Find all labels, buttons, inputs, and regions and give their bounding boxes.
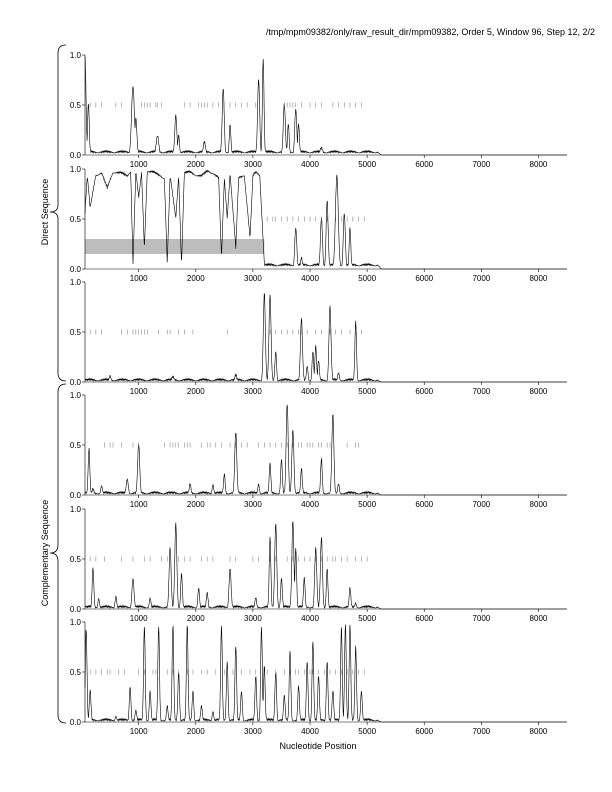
x-tick-label: 3000	[244, 160, 262, 169]
x-tick-label: 5000	[358, 160, 377, 169]
x-tick-label: 7000	[472, 727, 491, 736]
x-tick-label: 8000	[529, 614, 548, 623]
group-bracket-direct	[50, 45, 66, 381]
x-tick-label: 1000	[129, 387, 148, 396]
x-tick-label: 6000	[415, 500, 434, 509]
y-tick-label: 0.5	[69, 328, 81, 337]
y-tick-label: 0.0	[69, 151, 81, 160]
x-tick-label: 4000	[301, 614, 319, 623]
y-tick-label: 1.0	[69, 278, 81, 287]
x-tick-label: 7000	[472, 274, 491, 283]
chart-panel-3	[70, 278, 567, 396]
x-tick-label: 5000	[358, 387, 377, 396]
y-tick-label: 0.5	[69, 101, 81, 110]
x-tick-label: 3000	[244, 274, 262, 283]
chart-panel-2	[70, 165, 567, 283]
y-tick-label: 1.0	[69, 165, 81, 174]
y-tick-label: 0.0	[69, 718, 81, 727]
x-tick-label: 8000	[529, 727, 548, 736]
x-tick-label: 4000	[301, 727, 319, 736]
chart-panel-6	[70, 618, 567, 736]
y-tick-label: 1.0	[69, 391, 81, 400]
x-tick-label: 3000	[244, 727, 262, 736]
x-tick-label: 6000	[415, 727, 434, 736]
series-line	[85, 405, 567, 495]
x-tick-label: 7000	[472, 160, 491, 169]
x-tick-label: 2000	[186, 727, 205, 736]
x-tick-label: 2000	[186, 614, 205, 623]
x-tick-label: 3000	[244, 387, 262, 396]
y-tick-label: 0.0	[69, 265, 81, 274]
x-tick-label: 1000	[129, 727, 148, 736]
x-tick-label: 8000	[529, 500, 548, 509]
y-tick-label: 0.0	[69, 378, 81, 387]
x-tick-label: 2000	[186, 160, 205, 169]
chart-panel-1	[70, 51, 567, 169]
x-tick-label: 2000	[186, 274, 205, 283]
y-tick-label: 1.0	[69, 618, 81, 627]
group-bracket-complementary	[50, 384, 66, 723]
x-tick-label: 1000	[129, 274, 148, 283]
x-tick-label: 2000	[186, 500, 205, 509]
highlight-band	[85, 239, 264, 254]
series-line	[85, 625, 567, 723]
group-label-direct-sequence: Direct Sequence	[40, 178, 50, 246]
x-tick-label: 8000	[529, 274, 548, 283]
x-tick-label: 4000	[301, 160, 319, 169]
y-tick-label: 1.0	[69, 505, 81, 514]
group-label-complementary-sequence: Complementary Sequence	[40, 499, 50, 607]
chart-panel-5	[70, 505, 567, 623]
x-tick-label: 4000	[301, 274, 319, 283]
x-tick-label: 5000	[358, 500, 377, 509]
series-line	[85, 522, 567, 609]
y-tick-label: 0.5	[69, 441, 81, 450]
x-tick-label: 7000	[472, 387, 491, 396]
chart-panels	[70, 51, 567, 736]
header-path-text: /tmp/mpm09382/only/raw_result_dir/mpm09382, Order 5, Window 96, Step 12, 2/2	[265, 27, 595, 37]
x-tick-label: 1000	[129, 500, 148, 509]
x-tick-label: 5000	[358, 614, 377, 623]
y-tick-label: 0.5	[69, 668, 81, 677]
x-tick-label: 6000	[415, 614, 434, 623]
x-tick-label: 1000	[129, 160, 148, 169]
x-tick-label: 5000	[358, 727, 377, 736]
x-tick-label: 8000	[529, 387, 548, 396]
x-tick-label: 7000	[472, 614, 491, 623]
y-tick-label: 0.5	[69, 555, 81, 564]
x-tick-label: 3000	[244, 614, 262, 623]
x-tick-label: 6000	[415, 274, 434, 283]
chart-panel-4	[70, 391, 567, 509]
series-line	[85, 293, 567, 382]
x-tick-label: 4000	[301, 500, 319, 509]
x-tick-label: 7000	[472, 500, 491, 509]
x-axis-label: Nucleotide Position	[279, 741, 357, 751]
x-tick-label: 5000	[358, 274, 377, 283]
y-tick-label: 1.0	[69, 51, 81, 60]
x-tick-label: 2000	[186, 387, 205, 396]
y-tick-label: 0.0	[69, 605, 81, 614]
y-tick-label: 0.5	[69, 215, 81, 224]
x-tick-label: 8000	[529, 160, 548, 169]
x-tick-label: 1000	[129, 614, 148, 623]
x-tick-label: 6000	[415, 387, 434, 396]
x-tick-label: 6000	[415, 160, 434, 169]
y-tick-label: 0.0	[69, 491, 81, 500]
x-tick-label: 4000	[301, 387, 319, 396]
series-line	[85, 170, 567, 269]
x-tick-label: 3000	[244, 500, 262, 509]
